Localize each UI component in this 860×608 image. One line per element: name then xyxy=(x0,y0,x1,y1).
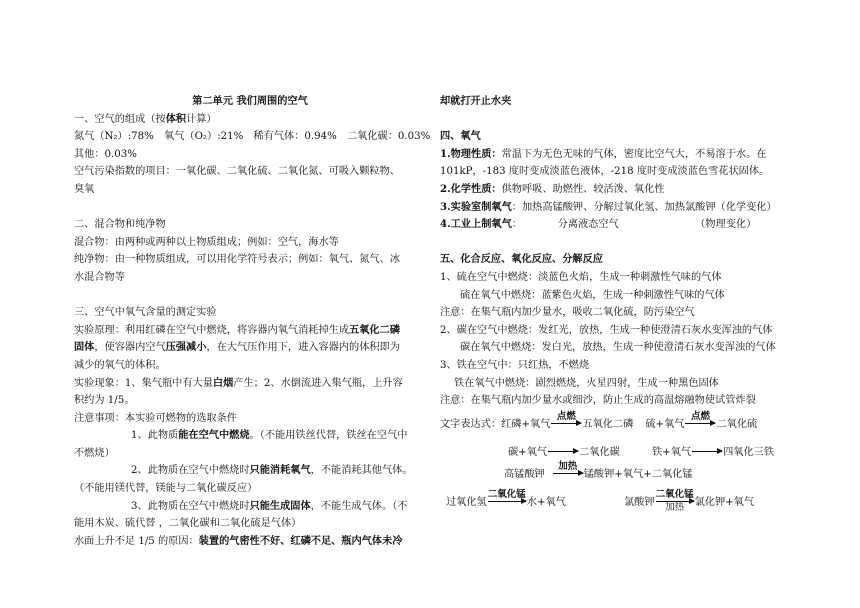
condition-3-cont: 能用木炭、硫代替 ，二氧化碳和二氧化硫是气体） xyxy=(74,518,302,530)
reaction-arrow xyxy=(551,412,581,438)
products: 五氧化二磷 xyxy=(582,418,634,430)
phenomenon-line-1 xyxy=(74,375,426,393)
mixture-definition: 混合物：由两种或两种以上物质组成；例如：空气，海水等 xyxy=(74,236,339,248)
bold-text: 4.工业上制氧气 xyxy=(440,218,512,231)
pollution-index-line: 空气污染指数的项目：一氧化碳、二氧化硫、二氧化氮、可吸入颗粒物、 xyxy=(74,166,400,178)
reactants: 过氧化氢 xyxy=(446,496,487,508)
reaction-arrow xyxy=(692,440,722,466)
bold-text: 体积 xyxy=(165,112,187,125)
physical-properties-cont: 101kP，-183 度时变成淡蓝色液体，-218 度时变成淡蓝色雪花状固体。 xyxy=(440,166,770,178)
bold-text: 固体 xyxy=(74,341,95,354)
spacer xyxy=(440,234,800,252)
air-composition-other: 其他：0.03% xyxy=(74,148,137,160)
condition-label: 点燃 xyxy=(690,410,710,422)
section-3-heading: 三、空气中氧气含量的测定实验 xyxy=(74,307,217,319)
iron-in-air: 3、铁在空气中：只红热，不燃烧 xyxy=(440,359,590,371)
arrow-line xyxy=(551,423,581,424)
sulfur-in-air: 1、硫在空气中燃烧：淡蓝色火焰，生成一种刺激性气味的气体 xyxy=(440,271,722,283)
bold-text: 白烟 xyxy=(212,376,234,389)
phenomenon-line-2: 积约为 1/5。 xyxy=(74,395,135,407)
condition-label: 二氧化锰 xyxy=(487,488,526,500)
arrow-line xyxy=(685,423,715,424)
spacer xyxy=(74,199,426,217)
spacer xyxy=(440,111,800,129)
text: 2、此物质在空气中燃烧时 xyxy=(131,465,250,477)
principle-line-2 xyxy=(74,339,426,357)
text: 计算） xyxy=(186,113,217,125)
word-equations xyxy=(440,412,800,524)
arrow-line xyxy=(548,451,578,452)
bold-text: 五氧化二磷 xyxy=(349,323,400,336)
bold-text: 五、化合反应、氧化反应、分解反应 xyxy=(440,253,603,266)
text: 3、此物质在空气中燃烧时 xyxy=(131,500,250,512)
reaction-arrow xyxy=(685,412,715,438)
text: 常温下为无色无味的气体，密度比空气大，不易溶于水。在 xyxy=(501,148,767,160)
bold-text: 装置的气密性不好、红磷不足、瓶内气体未冷 xyxy=(198,534,403,547)
arrow-line xyxy=(692,451,722,452)
notes-line: 注意事项：本实验可燃物的选取条件 xyxy=(74,412,237,424)
principle-line-1 xyxy=(74,322,426,340)
bold-text: 却就打开止水夹 xyxy=(440,95,512,107)
iron-note: 注意：在集气瓶内加少量水或细沙，防止生成的高温熔融物使试管炸裂 xyxy=(440,395,756,407)
text: 产生；2、水倒流进入集气瓶，上升容 xyxy=(233,377,403,389)
text: ，不能消耗其他气体。 xyxy=(310,465,413,477)
products: 氯化钾+氧气 xyxy=(694,496,755,508)
reactants: 铁+氧气 xyxy=(652,446,692,458)
text: 1、此物质 xyxy=(131,430,179,442)
bold-text: 压强减小 xyxy=(165,341,207,354)
condition-1-cont: 不燃烧） xyxy=(74,447,115,459)
lab-preparation xyxy=(440,199,800,217)
reactants: 高锰酸钾 xyxy=(504,468,545,480)
equation-hydrogen-peroxide xyxy=(446,490,566,516)
condition-label-below: 加热 xyxy=(665,501,685,513)
products: 二氧化碳 xyxy=(579,446,620,458)
arrow-line xyxy=(553,473,583,474)
arrow-line xyxy=(656,501,694,502)
condition-2-cont: （不能用镁代替，镁能与二氧化碳反应） xyxy=(74,483,258,495)
industrial-preparation xyxy=(440,216,800,234)
text: 。（不能用铁丝代替，铁丝在空气中 xyxy=(249,430,408,442)
pollution-index-cont: 臭氧 xyxy=(74,183,95,195)
carbon-in-air: 2、碳在空气中燃烧：发红光，放热，生成一种使澄清石灰水变浑浊的气体 xyxy=(440,324,773,336)
section-5-heading xyxy=(440,251,800,269)
products: 锰酸钾+氧气+二氧化锰 xyxy=(583,468,693,480)
equation-phosphorus xyxy=(440,412,757,438)
shortfall-reason-cont xyxy=(440,93,800,111)
bold-text: 3.实验室制氧气 xyxy=(440,200,512,213)
left-column xyxy=(74,93,431,550)
text: ，使容器内空气 xyxy=(94,342,166,354)
bold-text: 只能消耗氧气 xyxy=(249,464,311,477)
products: 水+氧气 xyxy=(526,496,566,508)
carbon-in-oxygen: 碳在氧气中燃烧：发白光，放热，生成一种使澄清石灰水变浑浊的气体 xyxy=(460,342,776,354)
condition-3 xyxy=(74,498,426,516)
iron-in-oxygen: 铁在氧气中燃烧：剧烈燃烧，火星四射，生成一种黑色固体 xyxy=(454,377,719,389)
sulfur-note: 注意：在集气瓶内加少量水，吸收二氧化硫，防污染空气 xyxy=(440,307,695,319)
condition-label: 点燃 xyxy=(556,410,576,422)
text: 水面上升不足 1/5 的原因： xyxy=(74,535,199,547)
air-composition-line: 氮气（N₂）:78% 氧气（O₂）:21% 稀有气体：0.94% 二氧化碳：0.03% xyxy=(74,131,431,143)
physical-properties xyxy=(440,146,800,164)
spacer xyxy=(74,287,426,305)
products: 二氧化硫 xyxy=(716,418,758,430)
text: 实验原理：利用红磷在空气中燃烧，将容器内氧气消耗掉生成 xyxy=(74,324,350,336)
equation-potassium-chlorate xyxy=(624,490,754,516)
arrow-line xyxy=(488,501,526,502)
reactants: 红磷+氧气 xyxy=(501,418,551,430)
condition-label: 加热 xyxy=(558,460,578,472)
bold-text: 2.化学性质： xyxy=(440,182,502,195)
text: 供物呼吸、助燃性、较活泼、氧化性 xyxy=(501,183,665,195)
reaction-arrow xyxy=(488,490,526,516)
text: ：加热高锰酸钾、分解过氧化氢、加热氯酸钾（化学变化） xyxy=(511,201,777,213)
equations-label: 文字表达式： xyxy=(440,418,502,430)
sulfur-in-oxygen: 硫在氧气中燃烧：蓝紫色火焰，生成一种刺激性气味的气体 xyxy=(460,289,725,301)
bold-text: 能在空气中燃烧 xyxy=(178,429,250,442)
text: 实验现象：1、集气瓶中有大量 xyxy=(74,377,213,389)
reaction-arrow xyxy=(553,462,583,488)
condition-label: 二氧化锰 xyxy=(655,488,694,500)
reactants: 碳+氧气 xyxy=(508,446,548,458)
bold-text: 只能生成固体 xyxy=(249,499,311,512)
reaction-arrow xyxy=(656,490,694,516)
text: ： 分离液态空气 （物理变化） xyxy=(511,219,757,231)
reactants: 硫+氧气 xyxy=(645,418,685,430)
bold-text: 1.物理性质： xyxy=(440,147,502,160)
text: ，不能生成气体。（不 xyxy=(310,500,408,512)
unit-title: 第二单元 我们周围的空气 xyxy=(192,95,308,107)
text: ，在大气压作用下，进入容器内的体积即为 xyxy=(206,342,400,354)
chemical-properties xyxy=(440,181,800,199)
condition-2 xyxy=(74,462,426,480)
reactants: 氯酸钾 xyxy=(624,496,655,508)
condition-1 xyxy=(74,427,426,445)
section-1-heading xyxy=(74,111,426,129)
pure-substance-definition: 纯净物：由一种物质组成，可以用化学符号表示；例如：氧气、氮气、冰 xyxy=(74,254,400,266)
section-4-heading xyxy=(440,128,800,146)
text: 一、空气的组成（按 xyxy=(74,113,166,125)
products: 四氧化三铁 xyxy=(723,446,775,458)
section-2-heading: 二、混合物和纯净物 xyxy=(74,219,166,231)
principle-line-3: 减少的氧气的体积。 xyxy=(74,359,166,371)
right-column xyxy=(440,93,800,524)
bold-text: 四、氧气 xyxy=(440,130,481,143)
shortfall-reason xyxy=(74,533,426,551)
pure-substance-cont: 水混合物等 xyxy=(74,271,125,283)
equation-potassium-permanganate xyxy=(504,462,693,488)
